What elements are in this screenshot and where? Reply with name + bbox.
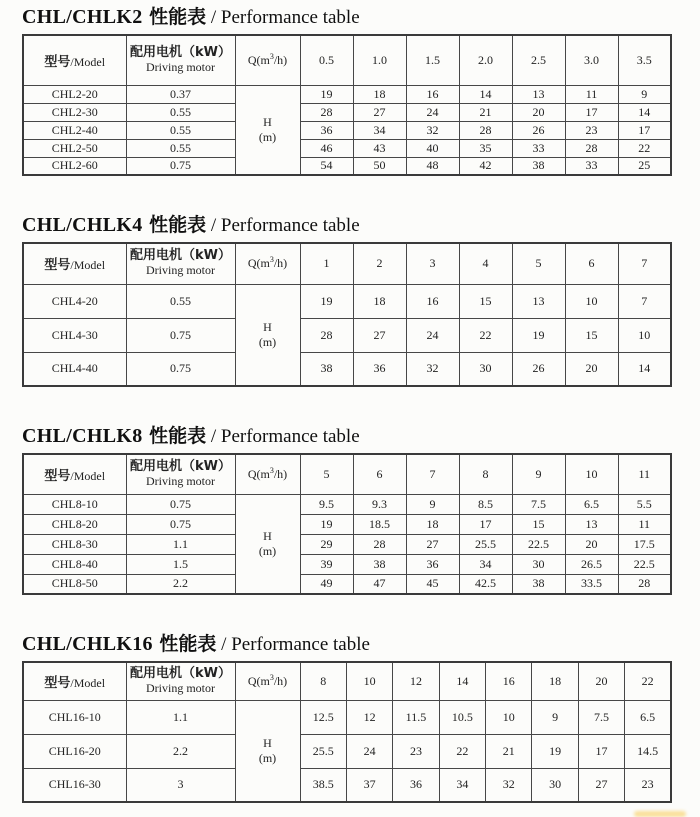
head-unit-cell — [235, 494, 300, 594]
head-value-cell: 26 — [512, 352, 565, 386]
title-english: / Performance table — [206, 215, 360, 236]
head-value-cell: 19 — [300, 85, 353, 103]
head-value-cell: 22 — [618, 139, 671, 157]
flow-value-header-cell: 7 — [406, 454, 459, 494]
title-english: / Performance table — [206, 426, 360, 447]
title-model-code: CHL/CHLK4 — [22, 214, 143, 236]
head-unit-line1: H — [263, 735, 272, 750]
flow-value-header-cell: 11 — [618, 454, 671, 494]
head-value-cell: 25.5 — [300, 734, 346, 768]
head-value-cell: 23 — [393, 734, 439, 768]
head-unit-line2: (m) — [258, 129, 277, 144]
model-cell: CHL8-20 — [23, 514, 126, 534]
title-english: / Performance table — [216, 634, 370, 655]
data-row — [23, 103, 671, 121]
motor-header-cn: 配用电机（kW） — [130, 248, 231, 264]
flow-value-header-cell: 22 — [625, 662, 671, 700]
head-value-cell: 10.5 — [439, 700, 485, 734]
motor-header-cn: 配用电机（kW） — [130, 458, 231, 474]
title-model-code: CHL/CHLK8 — [22, 425, 143, 447]
head-value-cell: 22 — [439, 734, 485, 768]
head-value-cell: 11 — [618, 514, 671, 534]
head-value-cell: 34 — [439, 768, 485, 802]
model-cell: CHL4-30 — [23, 318, 126, 352]
motor-power-cell: 0.37 — [126, 85, 235, 103]
performance-table-section — [22, 6, 672, 176]
model-cell: CHL2-60 — [23, 157, 126, 175]
flow-value-header-cell: 10 — [565, 454, 618, 494]
head-value-cell: 6.5 — [625, 700, 671, 734]
model-cell: CHL2-40 — [23, 121, 126, 139]
head-value-cell: 47 — [353, 574, 406, 594]
head-value-cell: 19 — [300, 284, 353, 318]
head-value-cell: 7 — [618, 284, 671, 318]
head-value-cell: 32 — [486, 768, 532, 802]
head-value-cell: 13 — [512, 284, 565, 318]
motor-header-cell — [126, 35, 235, 85]
head-value-cell: 28 — [353, 534, 406, 554]
performance-table-section — [22, 633, 672, 803]
motor-power-cell: 0.75 — [126, 494, 235, 514]
model-header-en: /Model — [70, 468, 106, 483]
performance-table — [22, 453, 672, 595]
q-superscript: 3 — [269, 51, 274, 61]
flow-value-header-cell: 3.0 — [565, 35, 618, 85]
model-header-cn: 型号 — [44, 258, 71, 274]
flow-value-header-cell: 16 — [486, 662, 532, 700]
flow-value-header-cell: 8 — [459, 454, 512, 494]
model-header-en: /Model — [70, 675, 106, 690]
title-chinese: 性能表 — [142, 6, 207, 28]
head-value-cell: 24 — [406, 318, 459, 352]
head-value-cell: 22 — [459, 318, 512, 352]
head-value-cell: 22.5 — [512, 534, 565, 554]
flow-value-header-cell: 1.5 — [406, 35, 459, 85]
head-value-cell: 28 — [459, 121, 512, 139]
motor-power-cell: 0.75 — [126, 157, 235, 175]
model-header-cell — [23, 662, 126, 700]
head-unit-line1: H — [263, 528, 272, 543]
head-value-cell: 17 — [459, 514, 512, 534]
data-row — [23, 318, 671, 352]
data-row — [23, 554, 671, 574]
head-unit-line2: (m) — [258, 750, 277, 765]
head-unit-line1: H — [263, 114, 272, 129]
data-row — [23, 768, 671, 802]
flow-value-header-cell: 6 — [565, 243, 618, 284]
head-value-cell: 21 — [486, 734, 532, 768]
data-row — [23, 157, 671, 175]
head-value-cell: 15 — [459, 284, 512, 318]
head-value-cell: 11 — [565, 85, 618, 103]
head-value-cell: 11.5 — [393, 700, 439, 734]
q-superscript: 3 — [269, 672, 274, 682]
flow-value-header-cell: 20 — [578, 662, 624, 700]
performance-table — [22, 661, 672, 803]
head-value-cell: 25 — [618, 157, 671, 175]
head-value-cell: 20 — [565, 534, 618, 554]
flow-value-header-cell: 6 — [353, 454, 406, 494]
q-label-pre: Q(m — [247, 52, 270, 67]
head-value-cell: 7.5 — [578, 700, 624, 734]
section-title — [22, 214, 672, 237]
head-value-cell: 27 — [353, 318, 406, 352]
flow-value-header-cell: 18 — [532, 662, 578, 700]
head-value-cell: 10 — [618, 318, 671, 352]
title-model-code: CHL/CHLK16 — [22, 633, 153, 655]
performance-table — [22, 34, 672, 176]
head-value-cell: 36 — [300, 121, 353, 139]
model-cell: CHL8-10 — [23, 494, 126, 514]
flow-value-header-cell: 12 — [393, 662, 439, 700]
head-value-cell: 33 — [565, 157, 618, 175]
head-value-cell: 36 — [353, 352, 406, 386]
head-value-cell: 8.5 — [459, 494, 512, 514]
header-row — [23, 243, 671, 284]
model-cell: CHL8-30 — [23, 534, 126, 554]
q-label-post: /h) — [273, 52, 288, 67]
model-cell: CHL16-30 — [23, 768, 126, 802]
head-unit-cell — [235, 700, 300, 802]
head-value-cell: 48 — [406, 157, 459, 175]
flow-value-header-cell: 2.0 — [459, 35, 512, 85]
head-value-cell: 19 — [300, 514, 353, 534]
data-row — [23, 700, 671, 734]
header-row — [23, 454, 671, 494]
flow-value-header-cell: 1.0 — [353, 35, 406, 85]
flow-rate-header-cell — [235, 454, 300, 494]
head-value-cell: 9 — [532, 700, 578, 734]
q-superscript: 3 — [269, 465, 274, 475]
head-value-cell: 13 — [512, 85, 565, 103]
head-value-cell: 14.5 — [625, 734, 671, 768]
flow-value-header-cell: 14 — [439, 662, 485, 700]
head-value-cell: 26 — [512, 121, 565, 139]
head-value-cell: 38 — [353, 554, 406, 574]
head-value-cell: 21 — [459, 103, 512, 121]
model-cell: CHL4-20 — [23, 284, 126, 318]
head-value-cell: 12 — [346, 700, 392, 734]
model-header-cell — [23, 243, 126, 284]
flow-value-header-cell: 3.5 — [618, 35, 671, 85]
motor-header-cn: 配用电机（kW） — [130, 665, 231, 681]
section-title — [22, 6, 672, 29]
motor-header-en: Driving motor — [146, 473, 215, 488]
flow-value-header-cell: 7 — [618, 243, 671, 284]
head-value-cell: 14 — [618, 352, 671, 386]
motor-header-en: Driving motor — [146, 59, 215, 74]
head-value-cell: 36 — [393, 768, 439, 802]
q-label-pre: Q(m — [247, 466, 270, 481]
head-value-cell: 54 — [300, 157, 353, 175]
flow-value-header-cell: 9 — [512, 454, 565, 494]
head-value-cell: 28 — [300, 103, 353, 121]
head-unit-line2: (m) — [258, 334, 277, 349]
motor-power-cell: 2.2 — [126, 734, 235, 768]
motor-power-cell: 0.75 — [126, 352, 235, 386]
flow-rate-header-cell — [235, 35, 300, 85]
head-unit-cell — [235, 85, 300, 175]
head-value-cell: 18 — [353, 284, 406, 318]
model-header-cn: 型号 — [44, 468, 71, 484]
title-chinese: 性能表 — [142, 214, 207, 236]
head-value-cell: 9 — [406, 494, 459, 514]
head-value-cell: 40 — [406, 139, 459, 157]
model-header-cn: 型号 — [44, 675, 71, 691]
performance-table-section — [22, 425, 672, 595]
data-row — [23, 734, 671, 768]
head-unit-line1: H — [263, 319, 272, 334]
head-value-cell: 24 — [406, 103, 459, 121]
flow-value-header-cell: 2.5 — [512, 35, 565, 85]
head-value-cell: 18.5 — [353, 514, 406, 534]
head-value-cell: 33.5 — [565, 574, 618, 594]
section-title — [22, 633, 672, 656]
model-cell: CHL8-40 — [23, 554, 126, 574]
head-value-cell: 35 — [459, 139, 512, 157]
head-value-cell: 33 — [512, 139, 565, 157]
motor-power-cell: 2.2 — [126, 574, 235, 594]
model-cell: CHL16-20 — [23, 734, 126, 768]
head-value-cell: 20 — [512, 103, 565, 121]
model-header-en: /Model — [70, 54, 106, 69]
flow-value-header-cell: 5 — [300, 454, 353, 494]
head-value-cell: 45 — [406, 574, 459, 594]
head-value-cell: 19 — [512, 318, 565, 352]
head-value-cell: 6.5 — [565, 494, 618, 514]
head-value-cell: 16 — [406, 284, 459, 318]
model-cell: CHL2-20 — [23, 85, 126, 103]
head-value-cell: 42.5 — [459, 574, 512, 594]
head-value-cell: 27 — [578, 768, 624, 802]
head-value-cell: 10 — [486, 700, 532, 734]
section-title — [22, 425, 672, 448]
model-cell: CHL2-50 — [23, 139, 126, 157]
header-row — [23, 35, 671, 85]
motor-power-cell: 1.1 — [126, 700, 235, 734]
flow-value-header-cell: 4 — [459, 243, 512, 284]
head-value-cell: 24 — [346, 734, 392, 768]
q-label-post: /h) — [273, 256, 288, 271]
q-label-pre: Q(m — [247, 673, 270, 688]
title-model-code: CHL/CHLK2 — [22, 6, 143, 28]
motor-power-cell: 0.55 — [126, 121, 235, 139]
head-value-cell: 5.5 — [618, 494, 671, 514]
head-value-cell: 30 — [459, 352, 512, 386]
head-value-cell: 25.5 — [459, 534, 512, 554]
head-value-cell: 9.5 — [300, 494, 353, 514]
head-value-cell: 17 — [565, 103, 618, 121]
head-value-cell: 27 — [353, 103, 406, 121]
flow-value-header-cell: 1 — [300, 243, 353, 284]
head-value-cell: 23 — [565, 121, 618, 139]
flow-value-header-cell: 0.5 — [300, 35, 353, 85]
performance-table — [22, 242, 672, 387]
head-unit-cell — [235, 284, 300, 386]
head-value-cell: 30 — [532, 768, 578, 802]
head-value-cell: 46 — [300, 139, 353, 157]
head-value-cell: 43 — [353, 139, 406, 157]
head-value-cell: 34 — [459, 554, 512, 574]
header-row — [23, 662, 671, 700]
performance-table-section — [22, 214, 672, 387]
head-value-cell: 29 — [300, 534, 353, 554]
head-value-cell: 15 — [565, 318, 618, 352]
head-value-cell: 19 — [532, 734, 578, 768]
data-row — [23, 139, 671, 157]
q-label-post: /h) — [273, 673, 288, 688]
head-value-cell: 23 — [625, 768, 671, 802]
head-value-cell: 16 — [406, 85, 459, 103]
motor-power-cell: 0.55 — [126, 103, 235, 121]
data-row — [23, 574, 671, 594]
head-value-cell: 12.5 — [300, 700, 346, 734]
model-cell: CHL2-30 — [23, 103, 126, 121]
q-label-post: /h) — [273, 466, 288, 481]
q-superscript: 3 — [269, 255, 274, 265]
head-value-cell: 42 — [459, 157, 512, 175]
model-header-cell — [23, 454, 126, 494]
motor-power-cell: 3 — [126, 768, 235, 802]
title-english: / Performance table — [206, 7, 360, 28]
head-value-cell: 7.5 — [512, 494, 565, 514]
head-value-cell: 17.5 — [618, 534, 671, 554]
data-row — [23, 284, 671, 318]
head-value-cell: 27 — [406, 534, 459, 554]
watermark-smudge — [634, 811, 686, 817]
model-header-cell — [23, 35, 126, 85]
motor-header-en: Driving motor — [146, 263, 215, 278]
head-value-cell: 28 — [300, 318, 353, 352]
motor-header-cell — [126, 454, 235, 494]
head-value-cell: 37 — [346, 768, 392, 802]
model-cell: CHL4-40 — [23, 352, 126, 386]
motor-header-cell — [126, 243, 235, 284]
model-header-cn: 型号 — [44, 54, 71, 70]
head-value-cell: 32 — [406, 352, 459, 386]
data-row — [23, 352, 671, 386]
head-value-cell: 38.5 — [300, 768, 346, 802]
model-cell: CHL16-10 — [23, 700, 126, 734]
head-value-cell: 38 — [512, 157, 565, 175]
head-value-cell: 50 — [353, 157, 406, 175]
head-value-cell: 38 — [512, 574, 565, 594]
data-row — [23, 121, 671, 139]
data-row — [23, 514, 671, 534]
flow-value-header-cell: 5 — [512, 243, 565, 284]
head-value-cell: 28 — [565, 139, 618, 157]
head-value-cell: 39 — [300, 554, 353, 574]
flow-value-header-cell: 3 — [406, 243, 459, 284]
head-value-cell: 18 — [353, 85, 406, 103]
head-value-cell: 9.3 — [353, 494, 406, 514]
head-value-cell: 34 — [353, 121, 406, 139]
flow-rate-header-cell — [235, 662, 300, 700]
head-value-cell: 17 — [578, 734, 624, 768]
head-value-cell: 22.5 — [618, 554, 671, 574]
head-value-cell: 14 — [459, 85, 512, 103]
motor-power-cell: 0.75 — [126, 318, 235, 352]
title-chinese: 性能表 — [152, 633, 217, 655]
motor-power-cell: 1.1 — [126, 534, 235, 554]
head-value-cell: 18 — [406, 514, 459, 534]
head-value-cell: 17 — [618, 121, 671, 139]
head-value-cell: 32 — [406, 121, 459, 139]
title-chinese: 性能表 — [142, 425, 207, 447]
head-value-cell: 15 — [512, 514, 565, 534]
flow-rate-header-cell — [235, 243, 300, 284]
flow-value-header-cell: 8 — [300, 662, 346, 700]
motor-power-cell: 0.75 — [126, 514, 235, 534]
flow-value-header-cell: 2 — [353, 243, 406, 284]
head-value-cell: 36 — [406, 554, 459, 574]
data-row — [23, 494, 671, 514]
head-value-cell: 10 — [565, 284, 618, 318]
head-value-cell: 20 — [565, 352, 618, 386]
head-value-cell: 38 — [300, 352, 353, 386]
head-value-cell: 14 — [618, 103, 671, 121]
model-header-en: /Model — [70, 258, 106, 273]
head-unit-line2: (m) — [258, 543, 277, 558]
motor-header-en: Driving motor — [146, 680, 215, 695]
motor-power-cell: 1.5 — [126, 554, 235, 574]
head-value-cell: 49 — [300, 574, 353, 594]
model-cell: CHL8-50 — [23, 574, 126, 594]
motor-header-cell — [126, 662, 235, 700]
data-row — [23, 534, 671, 554]
data-row — [23, 85, 671, 103]
motor-power-cell: 0.55 — [126, 284, 235, 318]
head-value-cell: 30 — [512, 554, 565, 574]
head-value-cell: 26.5 — [565, 554, 618, 574]
q-label-pre: Q(m — [247, 256, 270, 271]
motor-power-cell: 0.55 — [126, 139, 235, 157]
motor-header-cn: 配用电机（kW） — [130, 44, 231, 60]
head-value-cell: 13 — [565, 514, 618, 534]
head-value-cell: 9 — [618, 85, 671, 103]
head-value-cell: 28 — [618, 574, 671, 594]
flow-value-header-cell: 10 — [346, 662, 392, 700]
